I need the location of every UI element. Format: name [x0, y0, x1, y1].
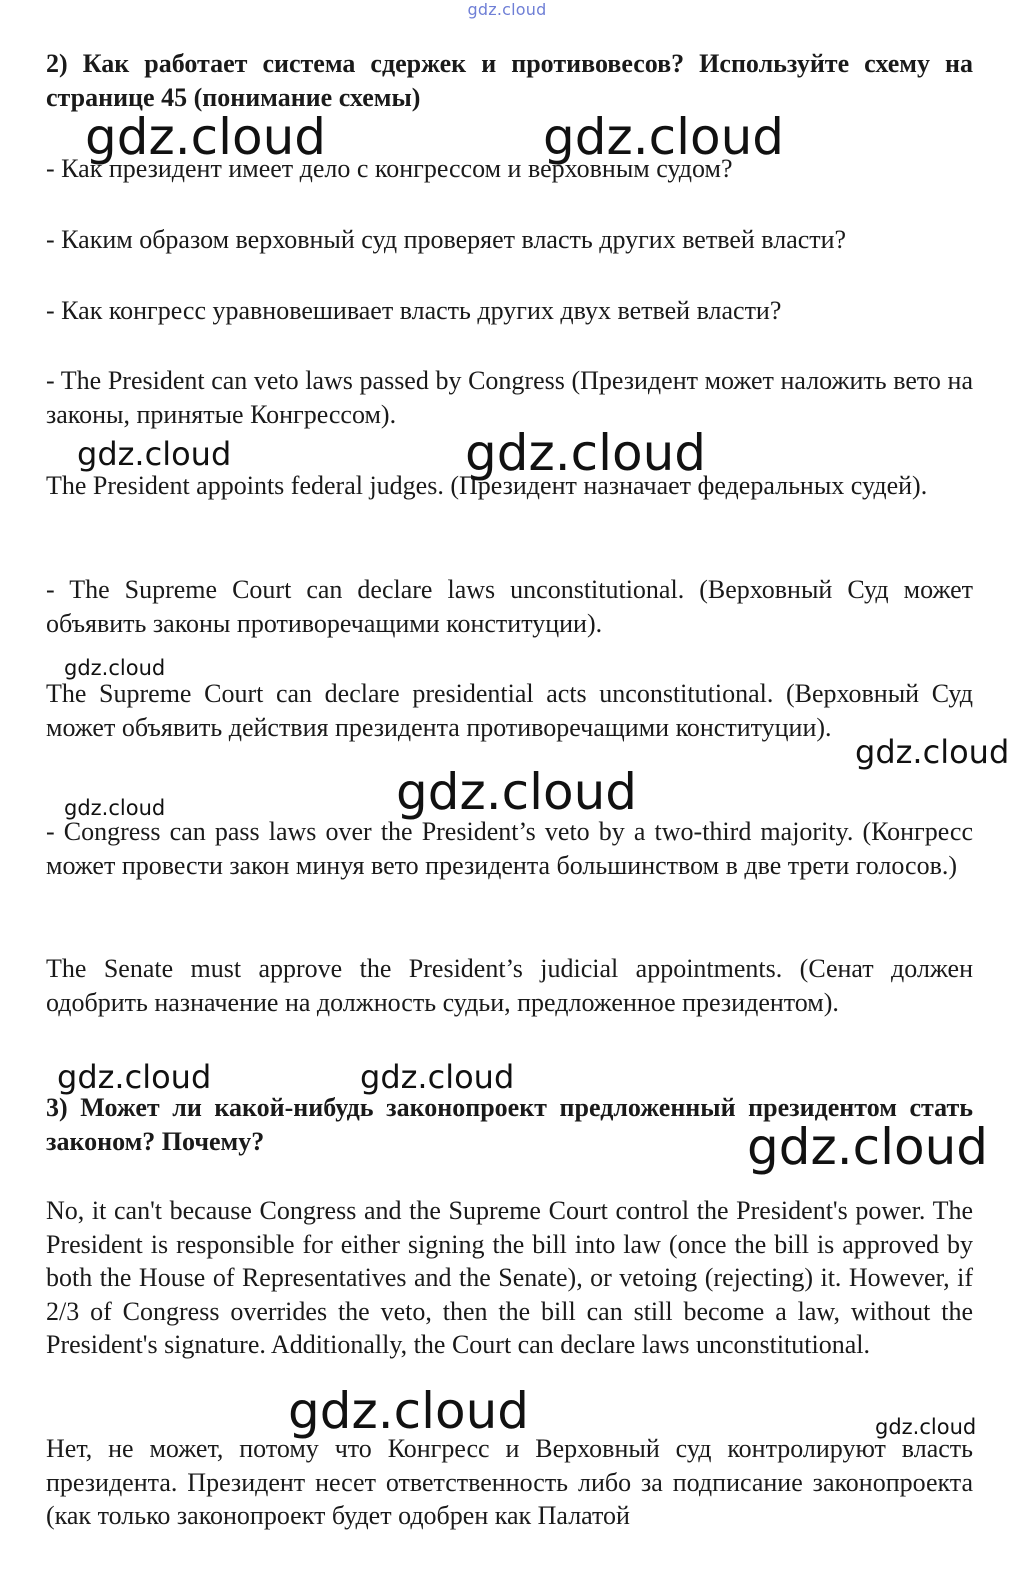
watermark: gdz.cloud	[360, 1058, 515, 1096]
answer-senate-approval: The Senate must approve the President’s judicial appointments. (Сенат должен одобрить назначение на должность судьи, предложенное президентом).	[46, 954, 973, 1017]
question-2-heading: 2) Как работает система сдержек и противовесов? Используйте схему на странице 45 (понимание схемы)	[46, 49, 973, 112]
question-3-answer-russian: Нет, не может, потому что Конгресс и Верховный суд контролируют власть президента. Президент несет ответственность либо за подписание законопроекта (как только законопроект будет одобрен как Палатой	[46, 1434, 973, 1530]
watermark: gdz.cloud	[747, 1118, 989, 1176]
answer-president-veto: - The President can veto laws passed by Congress (Президент может наложить вето на законы, принятые Конгрессом).	[46, 366, 973, 429]
question-3-heading: 3) Может ли какой-нибудь законопроект предложенный президентом стать законом? Почему?	[46, 1093, 973, 1156]
watermark: gdz.cloud	[855, 733, 1010, 771]
question-3-answer-english: No, it can't because Congress and the Supreme Court control the President's power. The President is responsible for either signing the bill into law (once the bill is approved by both the House of Representatives and the Senate), or vetoing (rejecting) it. However, if 2/3 of Congress overrides the veto, then the bill can still become a law, without the President's signature. Additionally, the Court can declare laws unconstitutional.	[46, 1196, 973, 1359]
answer-court-laws: - The Supreme Court can declare laws unconstitutional. (Верховный Суд может объявить законы противоречащими конституции).	[46, 575, 973, 638]
watermark: gdz.cloud	[543, 108, 785, 166]
watermark: gdz.cloud	[465, 424, 707, 482]
answer-congress-override: - Congress can pass laws over the President’s veto by a two-third majority. (Конгресс может провести закон минуя вето президента большинством в две трети голосов.)	[46, 817, 973, 880]
question-2-subquestion-3: - Как конгресс уравновешивает власть других двух ветвей власти?	[46, 296, 782, 325]
watermark: gdz.cloud	[875, 1415, 977, 1439]
question-2-subquestion-1: - Как президент имеет дело с конгрессом и верховным судом?	[46, 154, 733, 183]
watermark: gdz.cloud	[77, 435, 232, 473]
watermark: gdz.cloud	[64, 796, 166, 820]
site-tag: gdz.cloud	[467, 0, 547, 19]
question-2-subquestion-2: - Каким образом верховный суд проверяет власть других ветвей власти?	[46, 225, 847, 254]
watermark: gdz.cloud	[57, 1058, 212, 1096]
watermark: gdz.cloud	[396, 763, 638, 821]
watermark: gdz.cloud	[64, 656, 166, 680]
answer-president-judges: The President appoints federal judges. (Президент назначает федеральных судей).	[46, 471, 928, 500]
answer-court-acts: The Supreme Court can declare presidential acts unconstitutional. (Верховный Суд может объявить действия президента противоречащими конституции).	[46, 679, 973, 742]
watermark: gdz.cloud	[85, 108, 327, 166]
watermark: gdz.cloud	[288, 1382, 530, 1440]
